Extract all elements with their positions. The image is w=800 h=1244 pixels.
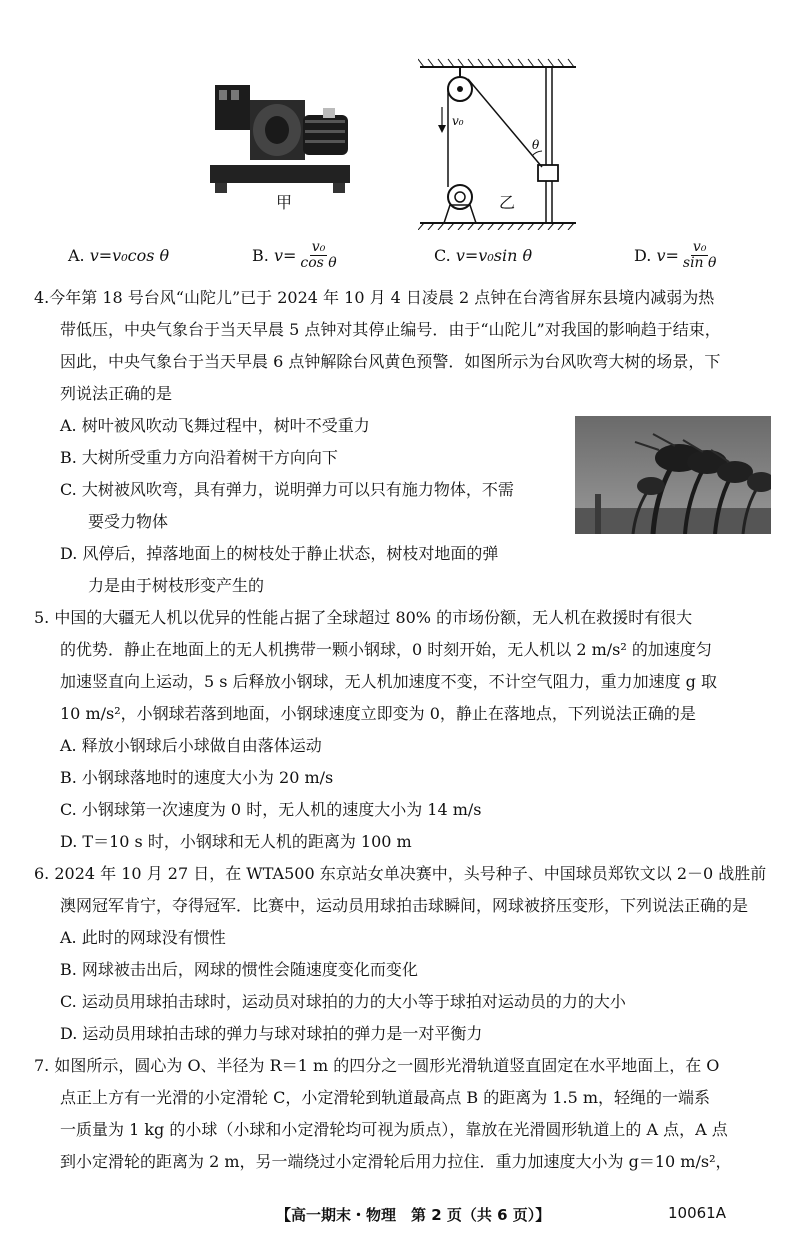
option-letter: A. bbox=[68, 246, 85, 265]
q3-option-b bbox=[252, 240, 339, 270]
question-stem-line: 6. 2024 年 10 月 27 日，在 WTA500 东京站女单决赛中，头号种子、中国球员郑钦文以 2－0 战胜前 bbox=[34, 864, 767, 883]
question-stem-line: 加速竖直向上运动，5 s 后释放小钢球，无人机加速度不变，不计空气阻力，重力加速度 g 取 bbox=[60, 672, 717, 691]
question-stem-line: 7. 如图所示，圆心为 O、半径为 R＝1 m 的四分之一圆形光滑轨道竖直固定在水平地面上，在 O bbox=[34, 1056, 720, 1075]
option-a: A. 释放小钢球后小球做自由落体运动 bbox=[60, 736, 322, 755]
option-c: C. 大树被风吹弯，具有弹力，说明弹力可以只有施力物体，不需 bbox=[60, 480, 514, 499]
question-stem-line: 4.今年第 18 号台风“山陀儿”已于 2024 年 10 月 4 日凌晨 2 点钟在台湾省屏东县境内减弱为热 bbox=[34, 288, 715, 307]
question-stem-line: 点正上方有一光滑的小定滑轮 C，小定滑轮到轨道最高点 B 的距离为 1.5 m，轻绳的一端系 bbox=[60, 1088, 711, 1107]
option-lhs: v= bbox=[656, 245, 679, 265]
question-7 bbox=[34, 1050, 772, 1178]
option-b: B. 大树所受重力方向沿着树干方向向下 bbox=[60, 448, 338, 467]
q3-option-c bbox=[434, 246, 532, 265]
question-stem-line: 10 m/s²，小钢球若落到地面，小钢球速度立即变为 0，静止在落地点，下列说法正确的是 bbox=[60, 704, 696, 723]
option-b: B. 小钢球落地时的速度大小为 20 m/s bbox=[60, 768, 334, 787]
option-expr: v=v₀sin θ bbox=[455, 246, 533, 265]
page-number: 【高一期末・物理 第 2 页（共 6 页）】 bbox=[276, 1206, 551, 1224]
question-stem-line: 澳网冠军肯宁，夺得冠军．比赛中，运动员用球拍击球瞬间，网球被挤压变形，下列说法正确的是 bbox=[60, 896, 749, 915]
question-6 bbox=[34, 858, 772, 1050]
option-a: A. 树叶被风吹动飞舞过程中，树叶不受重力 bbox=[60, 416, 370, 435]
figure-caption-yi: 乙 bbox=[499, 193, 516, 212]
typhoon-tree-photo bbox=[575, 416, 771, 534]
fraction bbox=[681, 240, 719, 270]
question-stem-line: 带低压，中央气象台于当天早晨 5 点钟对其停止编号．由于“山陀儿”对我国的影响趋于结束， bbox=[60, 320, 721, 339]
option-d-continued: 力是由于树枝形变产生的 bbox=[88, 576, 265, 595]
q3-option-a bbox=[68, 246, 169, 265]
question-stem-line: 到小定滑轮的距离为 2 m，另一端绕过小定滑轮后用力拉住．重力加速度大小为 g＝10 m/s²， bbox=[60, 1152, 732, 1171]
pulley-diagram bbox=[418, 55, 578, 230]
exam-code: 10061A bbox=[668, 1204, 726, 1222]
question-stem-line: 5. 中国的大疆无人机以优异的性能占据了全球超过 80% 的市场份额，无人机在救援时有很大 bbox=[34, 608, 693, 627]
option-c: C. 小钢球第一次速度为 0 时，无人机的速度大小为 14 m/s bbox=[60, 800, 482, 819]
q3-options bbox=[68, 240, 768, 276]
option-c: C. 运动员用球拍击球时，运动员对球拍的力的大小等于球拍对运动员的力的大小 bbox=[60, 992, 626, 1011]
question-stem-line: 一质量为 1 kg 的小球（小球和小定滑轮均可视为质点），靠放在光滑圆形轨道上的 A 点，A 点 bbox=[60, 1120, 728, 1139]
question-stem-line: 的优势．静止在地面上的无人机携带一颗小钢球，0 时刻开始，无人机以 2 m/s² 的加速度匀 bbox=[60, 640, 712, 659]
option-letter: C. bbox=[434, 246, 451, 265]
fraction bbox=[298, 240, 338, 270]
fraction-denominator: sin θ bbox=[682, 254, 717, 271]
option-d: D. T＝10 s 时，小钢球和无人机的距离为 100 m bbox=[60, 832, 412, 851]
option-lhs: v= bbox=[273, 245, 297, 265]
option-c-continued: 要受力物体 bbox=[88, 512, 169, 531]
theta-label: θ bbox=[532, 138, 540, 152]
option-b: B. 网球被击出后，网球的惯性会随速度变化而变化 bbox=[60, 960, 418, 979]
question-stem-line: 因此，中央气象台于当天早晨 6 点钟解除台风黄色预警．如图所示为台风吹弯大树的场景，下 bbox=[60, 352, 721, 371]
fraction-numerator: v₀ bbox=[311, 239, 326, 255]
option-d: D. 运动员用球拍击球的弹力与球对球拍的弹力是一对平衡力 bbox=[60, 1024, 483, 1043]
option-d: D. 风停后，掉落地面上的树枝处于静止状态，树枝对地面的弹 bbox=[60, 544, 499, 563]
figure-caption-jia: 甲 bbox=[276, 193, 293, 212]
option-letter: D. bbox=[634, 245, 652, 265]
fraction-denominator: cos θ bbox=[300, 254, 337, 271]
figure-area bbox=[0, 50, 800, 240]
question-5 bbox=[34, 602, 772, 858]
option-expr: v=v₀cos θ bbox=[89, 246, 170, 265]
option-a: A. 此时的网球没有惯性 bbox=[60, 928, 226, 947]
option-letter: B. bbox=[252, 245, 269, 265]
question-stem-line: 列说法正确的是 bbox=[60, 384, 173, 403]
winch-photo bbox=[205, 70, 355, 205]
q3-option-d bbox=[634, 240, 718, 270]
fraction-numerator: v₀ bbox=[692, 239, 707, 255]
v0-label: v₀ bbox=[452, 114, 464, 128]
